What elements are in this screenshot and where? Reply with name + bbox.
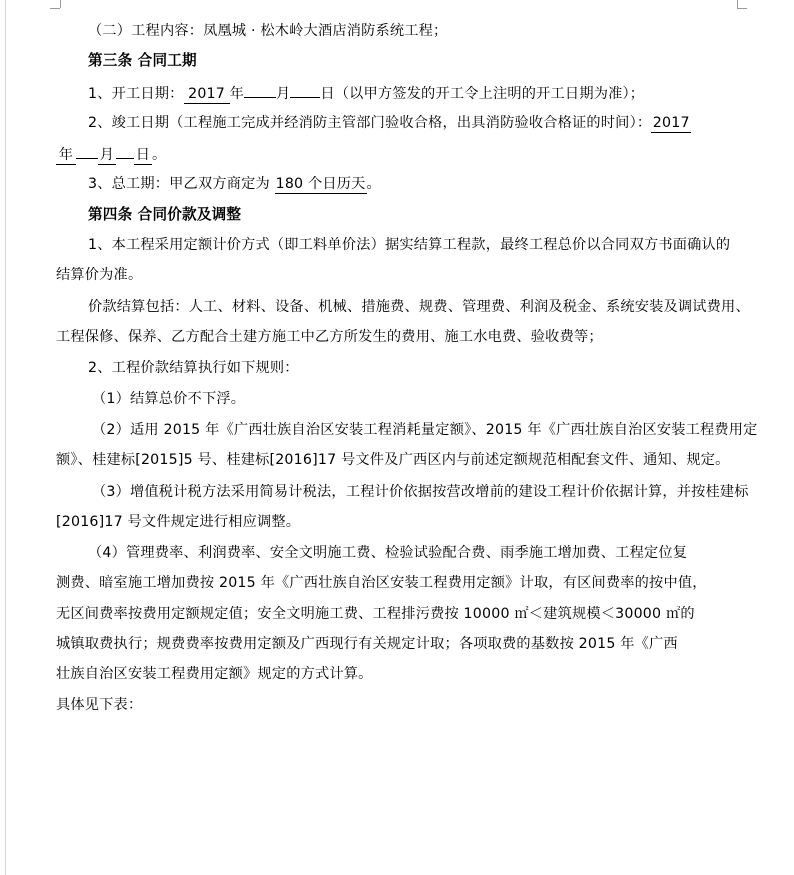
margin-corner-mark-right-h bbox=[737, 8, 747, 9]
start-date-day-blank bbox=[290, 82, 320, 98]
rule-3-line-1: （3）增值税计税方法采用简易计税法，工程计价依据按营改增前的建设工程计价依据计算，并按桂建标 bbox=[92, 484, 749, 500]
total-period-end: 。 bbox=[366, 176, 381, 192]
rule-1: （1）结算总价不下浮。 bbox=[92, 391, 246, 407]
start-date-month-label: 月 bbox=[275, 86, 291, 102]
rule-2-line-1: （2）适用 2015 年《广西壮族自治区安装工程消耗量定额》、2015 年《广西壮族自治区安装工程费用定 bbox=[92, 422, 758, 438]
settlement-rules-heading: 2、工程价款结算执行如下规则： bbox=[88, 360, 299, 376]
completion-date-line-2 bbox=[56, 143, 166, 163]
settlement-scope-line-1: 价款结算包括：人工、材料、设备、机械、措施费、规费、管理费、利润及税金、系统安装及调试费用、 bbox=[88, 299, 750, 315]
start-date-day-label: 日 bbox=[320, 86, 335, 102]
start-date-label: 1、开工日期： bbox=[88, 86, 184, 102]
settlement-scope-line-2: 工程保修、保养、乙方配合土建方施工中乙方所发生的费用、施工水电费、验收费等； bbox=[56, 329, 603, 345]
start-date-line bbox=[88, 82, 644, 102]
completion-date-end: 。 bbox=[152, 147, 167, 163]
pricing-method-line-2: 结算价为准。 bbox=[56, 267, 143, 283]
rule-4-line-5: 壮族自治区安装工程费用定额》规定的方式计算。 bbox=[56, 666, 373, 682]
article-3-heading: 第三条 合同工期 bbox=[88, 52, 197, 69]
total-period-label: 3、总工期：甲乙双方商定为 bbox=[88, 176, 275, 192]
start-date-year-label: 年 bbox=[229, 86, 244, 102]
margin-corner-mark-left bbox=[60, 0, 61, 8]
rule-4-line-3: 无区间费率按费用定额规定值；安全文明施工费、工程排污费按 10000 ㎡＜建筑规模＜30000 ㎡的 bbox=[56, 606, 695, 622]
margin-corner-mark-left-h bbox=[50, 8, 60, 9]
completion-date-month-label: 月 bbox=[99, 147, 115, 163]
total-period-value: 180 个日历天 bbox=[275, 176, 366, 192]
total-period-line bbox=[88, 174, 381, 194]
completion-date-month-blank bbox=[76, 143, 98, 159]
article-4-heading: 第四条 合同价款及调整 bbox=[88, 206, 242, 223]
completion-date-line-1 bbox=[88, 113, 691, 133]
start-date-year: 2017 bbox=[184, 85, 230, 104]
rule-4-line-2: 测费、暗室施工增加费按 2015 年《广西壮族自治区安装工程费用定额》计取，有区间费率的按中值， bbox=[56, 575, 707, 591]
rule-4-line-4: 城镇取费执行；规费费率按费用定额及广西现行有关规定计取；各项取费的基数按 2015 年《广西 bbox=[56, 636, 678, 652]
rule-2-line-2: 额》、桂建标[2015]5 号、桂建标[2016]17 号文件及广西区内与前述定额规范相配套文件、通知、规定。 bbox=[56, 452, 730, 468]
start-date-month-blank bbox=[244, 82, 276, 98]
see-table-line: 具体见下表： bbox=[56, 697, 143, 713]
pricing-method-line-1: 1、本工程采用定额计价方式（即工料单价法）据实结算工程款，最终工程总价以合同双方书面确认的 bbox=[88, 237, 731, 253]
completion-date-day-label: 日 bbox=[135, 147, 151, 163]
page-left-edge bbox=[5, 0, 6, 875]
margin-corner-mark-right bbox=[737, 0, 738, 8]
rule-3-line-2: [2016]17 号文件规定进行相应调整。 bbox=[56, 514, 301, 530]
start-date-note: （以甲方签发的开工令上注明的开工日期为准）； bbox=[334, 86, 645, 102]
completion-date-label: 2、竣工日期（工程施工完成并经消防主管部门验收合格，出具消防验收合格证的时间）： bbox=[88, 115, 652, 131]
completion-date-day-blank bbox=[116, 143, 134, 159]
rule-4-line-1: （4）管理费率、利润费率、安全文明施工费、检验试验配合费、雨季施工增加费、工程定位复 bbox=[88, 545, 688, 561]
completion-date-year: 2017 bbox=[652, 115, 690, 131]
project-content-line: （二）工程内容：凤凰城 · 松木岭大酒店消防系统工程； bbox=[88, 23, 448, 39]
completion-date-year-label: 年 bbox=[56, 146, 76, 165]
